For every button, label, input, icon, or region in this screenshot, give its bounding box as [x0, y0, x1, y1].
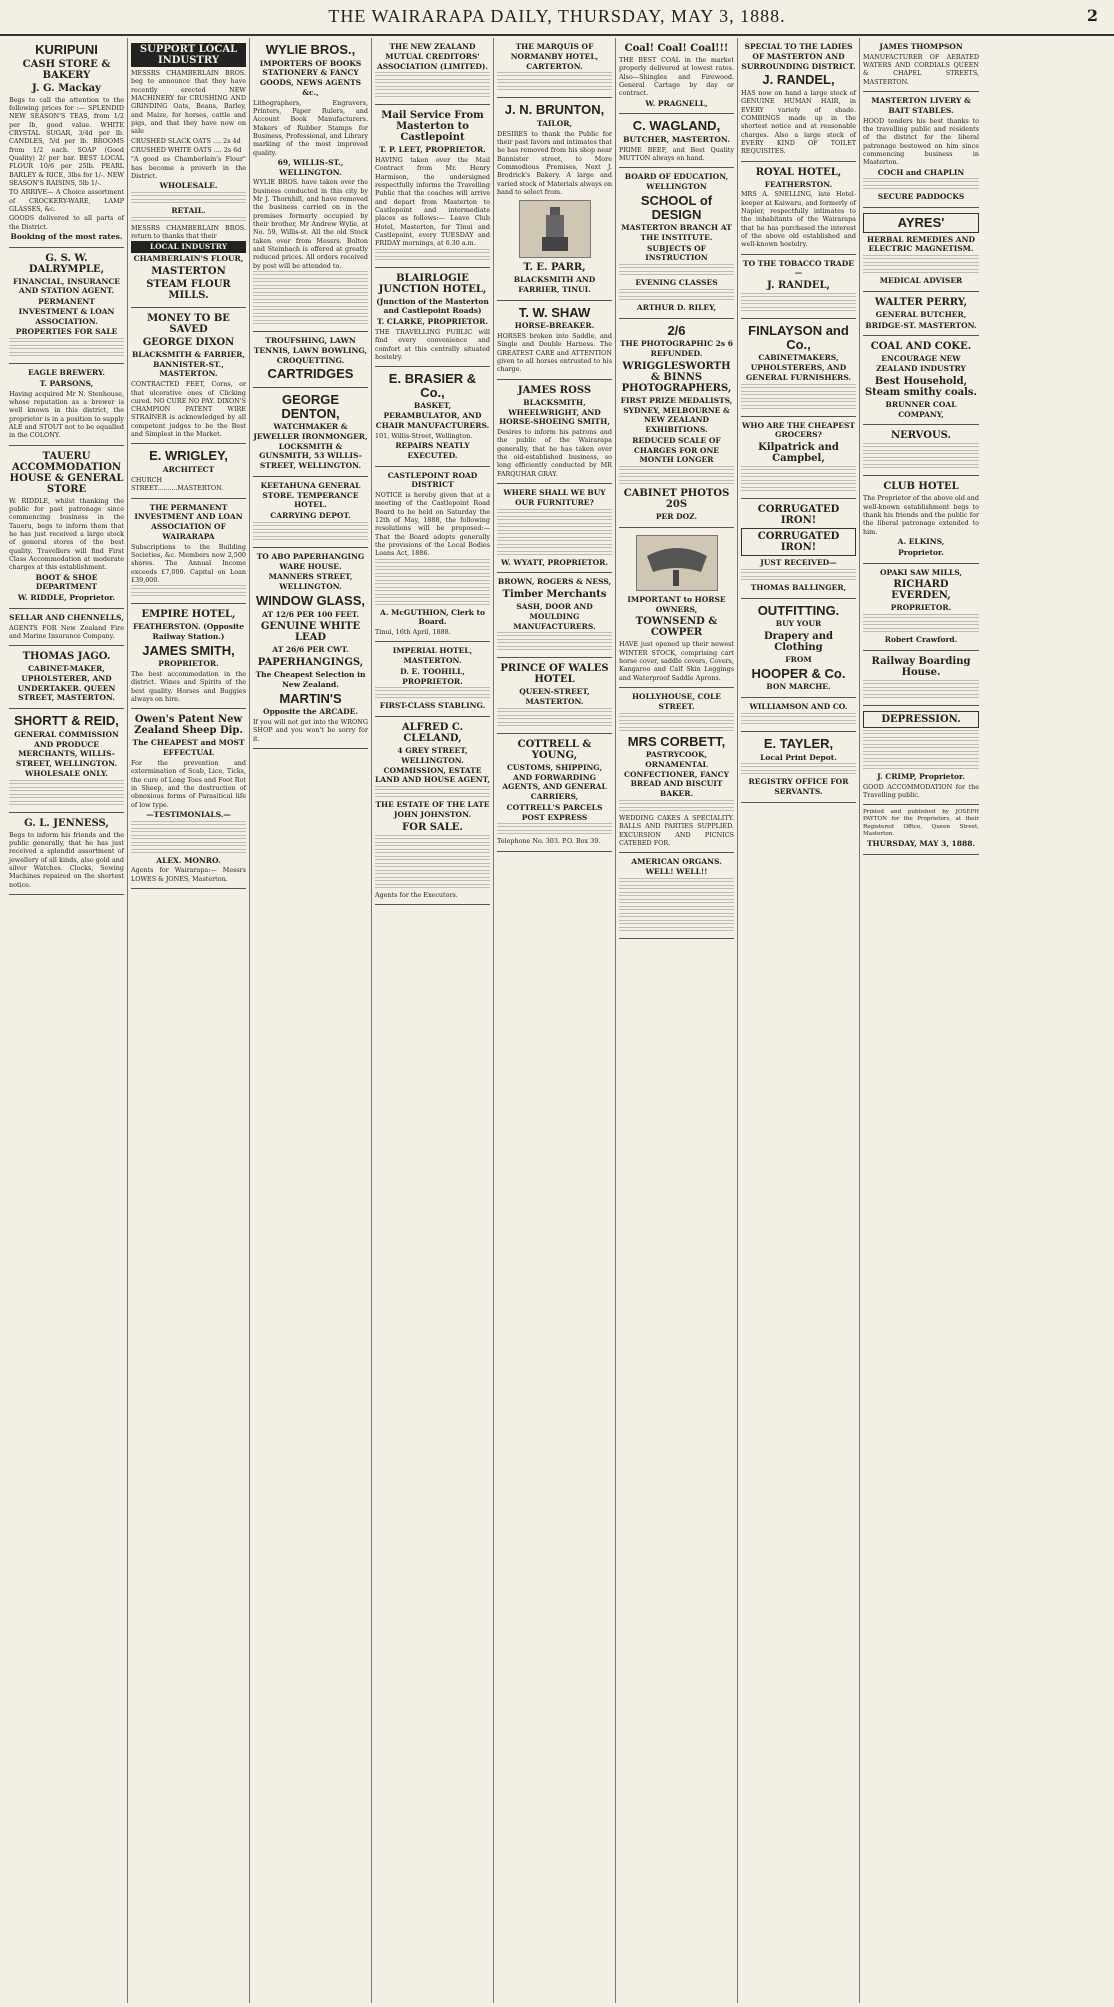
ad-body: Having acquired Mr N. Stenhouse, whose reputation as a brewer is well known in this district, the proprietor is in a position to supply ALE and STOUT not to be equalled in the COLONY.: [9, 389, 124, 440]
ad-body: MRS A. SNELLING, late Hotel-keeper at Kaiwaru, and formerly of Napier, respectfully intimates to the inhabitants of the Wairarapa that he has purchased the interest of the above old established and well-known hostelry.: [741, 190, 856, 249]
ad-heading: THOMAS JAGO.: [22, 651, 111, 663]
tayler-ad: [741, 732, 856, 803]
column-4: [372, 38, 494, 2003]
ad-heading: THE MARQUIS OF NORMANBY HOTEL, CARTERTON.: [510, 42, 599, 71]
price-line: CRUSHED WHITE OATS .... 2s 6d: [131, 145, 242, 154]
brasier-ad: [375, 367, 490, 466]
ad-heading: CORRUGATED IRON!: [741, 528, 856, 556]
ad-subheading: PERMANENT INVESTMENT & LOAN ASSOCIATION.: [18, 297, 115, 326]
royal-hotel-ad: [741, 162, 856, 255]
livery-ad: [863, 92, 979, 208]
ad-body: HOOD tenders his best thanks to the travelling public and residents of the district for the liberal patronage bestowed on him since commencing business in Masterton.: [863, 116, 979, 167]
taueru-ad: [9, 446, 124, 609]
ad-heading: GEORGE DENTON,: [281, 391, 340, 421]
ad-subheading: The CHEAPEST and MOST EFFECTUAL: [132, 738, 245, 758]
ad-heading: JAMES SMITH,: [142, 642, 235, 658]
ad-heading: SELLAR AND CHENNELLS,: [9, 612, 124, 622]
wagland-ad: [619, 114, 734, 168]
ad-heading: SCHOOL of DESIGN: [640, 192, 713, 222]
ad-subheading: CABINETMAKERS, UPHOLSTERERS, AND GENERAL FURNISHERS.: [745, 353, 852, 382]
ad-banner: LOCAL INDUSTRY: [131, 241, 246, 253]
ad-heading: CLUB HOTEL: [883, 481, 959, 493]
ad-heading: SHORTT & REID,: [14, 713, 119, 729]
ad-subheading: FIRST PRIZE MEDALISTS, SYDNEY, MELBOURNE & NEW ZEALAND EXHIBITIONS.: [620, 395, 733, 435]
ad-heading: THE NEW ZEALAND MUTUAL CREDITORS' ASSOCIATION (LIMITED).: [376, 42, 489, 71]
shortt-reid-ad: [9, 709, 124, 812]
eagle-brewery-ad: [9, 364, 124, 445]
ad-heading: DEPRESSION.: [863, 711, 979, 728]
ad-subheading: BOOT & SHOE DEPARTMENT: [35, 572, 98, 592]
normanby-ad: [497, 38, 612, 98]
ad-heading: Timber Merchants: [502, 589, 607, 601]
kentahuna-ad: [253, 477, 368, 548]
masthead: [0, 0, 1114, 36]
ad-subheading: WATCHMAKER & JEWELLER IRONMONGER, LOCKSMITH & GUNSMITH, 53 WILLIS-STREET, WELLINGTON.: [253, 422, 368, 471]
imprint-date: THURSDAY, MAY 3, 1888.: [866, 839, 976, 849]
ad-signature: W. PRAGNELL,: [645, 98, 708, 108]
ad-body: WYLIE BROS. have taken over the business conducted in this city by Mr J. Thornhill, and have removed the business carried on in the premises formerly occupied by their brother, Mr Andrew Wylie, at No. 59, Willis-st. All the old Stock taken over from Messrs. Bolton and Steinbach is offered at greatly reduced prices. All orders received by post will be attended to.: [253, 178, 368, 270]
ad-heading: J. G. Mackay: [32, 82, 101, 94]
ad-subheading: IMPORTERS OF BOOKS STATIONERY & FANCY GOODS, NEWS AGENTS &c.,: [259, 58, 362, 97]
ad-signature: THOMAS BALLINGER,: [750, 582, 847, 592]
ad-date: Tinui, 16th April, 1888.: [375, 628, 451, 637]
ad-subheading: AT 12/6 PER 100 FEET.: [261, 609, 360, 619]
dixon-ad: [131, 308, 246, 445]
ad-heading: MONEY TO BE SAVED: [147, 312, 230, 335]
ad-subheading: FROM: [785, 654, 812, 664]
ad-heading: WYLIE BROS.,: [265, 42, 356, 57]
ad-signature: ALEX. MONRO.: [156, 855, 221, 865]
column-8: [860, 38, 982, 2003]
ad-subheading: COCH and CHAPLIN: [877, 167, 965, 177]
ad-subheading: BLACKSMITH, WHEELWRIGHT, AND HORSE-SHOEING SMITH,: [499, 397, 610, 427]
depression-ad: [863, 706, 979, 805]
mail-service-ad: [375, 105, 490, 267]
ad-signature: J. CRIMP, Proprietor.: [877, 771, 965, 781]
column-7: [738, 38, 860, 2003]
ad-body: Agents for Wairarapa:— Messrs LOWES & JONES, Masterton.: [131, 866, 246, 883]
ad-body: Begs to call the attention to the following prices for :— SPLENDID NEW SEASON'S TEAS, from 1/2 per lb, good value. WHITE CRYSTAL SUGAR, 3/4d per lb. CANDLES, 5/d per lb. BROOMS from 1/2 each. SOAP (Good Quality) 2/ per bar. BEST LOCAL FLOUR 10/6 per 25lb. PEARL BARLEY & RICE, 3lbs for 1/-. NEW SEASON'S RAISINS, 5lb 1/-.: [9, 95, 124, 187]
ad-heading: IMPORTANT to HORSE OWNERS,: [627, 594, 726, 614]
ad-subheading: CABINET-MAKER, UPHOLSTERER, AND UNDERTAKER. QUEEN STREET, MASTERTON.: [17, 664, 116, 703]
ad-heading: ROYAL HOTEL,: [755, 166, 842, 178]
ad-heading: CABINET PHOTOS 20S: [623, 488, 730, 511]
ad-subheading: RETAIL.: [171, 206, 206, 216]
ad-heading: T. E. PARR,: [523, 262, 586, 274]
ad-heading: MASTERTON LIVERY & BAIT STABLES.: [871, 96, 971, 115]
ad-heading: BLAIRLOGIE JUNCTION HOTEL,: [378, 272, 487, 295]
ad-heading: WINDOW GLASS,: [255, 592, 366, 608]
ad-heading: MRS CORBETT,: [627, 733, 726, 749]
ad-subheading: SECURE PADDOCKS: [877, 192, 965, 202]
ad-subheading: PASTRYCOOK, ORNAMENTAL CONFECTIONER, FANCY BREAD AND BISCUIT BAKER.: [624, 750, 729, 799]
ad-subheading: BRUNNER COAL COMPANY,: [885, 399, 957, 419]
ad-subheading: FEATHERSTON.: [764, 179, 833, 189]
ad-heading: OPAKI SAW MILLS,: [879, 567, 963, 577]
ad-heading: Drapery and Clothing: [763, 630, 834, 653]
cleland-ad: [375, 717, 490, 905]
ad-subheading: QUEEN-STREET, MASTERTON.: [519, 687, 590, 707]
ad-signature: W. RIDDLE, Proprietor.: [17, 593, 116, 603]
column-1: [6, 38, 128, 2003]
ad-body: MESSRS CHAMBERLAIN BROS. return to thanks that their: [131, 223, 246, 241]
ad-body: Begs to inform his friends and the public generally, that he has just received a splendid assortment of jewellery of all kinds, also gold and silver Watches. Clocks, Sewing Machines repaired on the shortest notice.: [9, 830, 124, 889]
ad-body: THE BEST COAL in the market properly delivered at lowest rates. Also—Shingles and Firewood. General Cartage by day or contract.: [619, 56, 734, 98]
paperhanging-ad: [253, 548, 368, 749]
ad-subheading: BLACKSMITH & FARRIER, BANNISTER-ST., MASTERTON.: [131, 349, 246, 379]
empire-hotel-ad: [131, 604, 246, 709]
ad-heading: T. W. SHAW: [518, 304, 591, 320]
ad-subheading: WHOLESALE.: [159, 181, 218, 191]
ad-heading: COAL AND COKE.: [870, 341, 972, 353]
ad-subheading: COTTRELL'S PARCELS POST EXPRESS: [506, 802, 603, 822]
ad-heading: KEETAHUNA GENERAL STORE. TEMPERANCE HOTEL.: [260, 480, 361, 510]
ad-body: The best accommodation in the district. Wines and Spirits of the best quality. Horses and Buggies always on hire.: [131, 670, 246, 704]
ad-heading: 2/6: [667, 322, 686, 338]
ad-body: HAVING taken over the Mail Contract from Mr. Henry Harmison, the undersigned respectfully informs the Travelling Public that the coaches will arrive and depart from Masterton to Castlepoint and intermediate places as follows:— Leave Club Hotel, Masterton, for Tinui and Castlepoint, every TUESDAY and FRIDAY mornings, at 6.30 a.m.: [375, 156, 490, 248]
ad-heading: PRINCE OF WALES HOTEL: [500, 663, 609, 686]
ad-subheading: GENERAL BUTCHER,: [875, 309, 967, 319]
ad-body: GOODS delivered to all parts of the District.: [9, 214, 124, 231]
ad-subheading: CHAMBERLAIN'S FLOUR,: [133, 254, 244, 264]
ad-heading: CASTLEPOINT ROAD DISTRICT: [387, 470, 478, 490]
imprint: [863, 805, 979, 855]
ad-subheading: FEATHERSTON. (Opposite Railway Station.): [132, 622, 245, 641]
ad-subheading: JUST RECEIVED—: [760, 558, 837, 568]
column-5: [494, 38, 616, 2003]
ad-address: 69, WILLIS-ST., WELLINGTON.: [277, 157, 344, 177]
ad-body: HORSES broken into Saddle, and Single and Double Harness. The GREATEST CARE and ATTENTION given to all horses entrusted to his charge.: [497, 332, 612, 374]
ad-subheading: BRIDGE-ST. MASTERTON.: [865, 320, 977, 330]
ad-subheading: SASH, DOOR AND MOULDING MANUFACTURERS.: [513, 602, 596, 631]
price-line: CRUSHED SLACK OATS .... 2s 4d: [131, 136, 241, 145]
ad-heading: GENUINE WHITE LEAD: [260, 621, 361, 644]
ad-body: Subscriptions to the Building Societies, &c. Members now 2,500 shares. The Annual Income exceeds £7,000. Capital on Loan £39,000.: [131, 542, 246, 584]
ad-subheading: REPAIRS NEATLY EXECUTED.: [395, 441, 470, 460]
printer-imprint: Printed and published by JOSEPH PAYTON for the Proprietors, at their Registered Office, Queen Street, Masterton.: [863, 809, 979, 838]
photographers-ad: [619, 319, 734, 528]
ad-heading: CORRUGATED IRON!: [757, 504, 840, 527]
statue-illustration: [519, 200, 591, 258]
tobacco-ad: [741, 255, 856, 320]
ad-subheading: The Cheapest Selection in New Zealand.: [255, 670, 366, 689]
ad-heading: WILLIAMSON AND CO.: [749, 702, 848, 712]
mutual-creditors-ad: [375, 38, 490, 105]
ad-subheading: D. E. TOOHILL, PROPRIETOR.: [400, 666, 465, 686]
ad-heading: TO THE TOBACCO TRADE—: [743, 258, 854, 278]
ad-body: Desires to inform his patrons and the public of the Wairarapa generally, that he has taken over the old-established business, so long efficiently conducted by MR FARQUHAR GRAY.: [497, 428, 612, 478]
ad-body: Telephone No. 303. P.O. Box 39.: [497, 837, 601, 846]
newspaper-title: THE WAIRARAPA DAILY, THURSDAY, MAY 3, 1888.: [328, 6, 786, 26]
ad-body: CHURCH STREET..........MASTERTON.: [131, 475, 224, 493]
ad-subheading: T. CLARKE, PROPRIETOR.: [376, 317, 489, 327]
ad-heading: Coal! Coal! Coal!!!: [624, 43, 729, 54]
ad-subheading: PROPRIETOR.: [890, 603, 952, 613]
ad-subheading: REDUCED SCALE OF CHARGES FOR ONE MONTH LONGER: [632, 435, 721, 465]
opaki-ad: [863, 564, 979, 651]
nervous-ad: [863, 425, 979, 476]
ad-subheading: CARRYING DEPOT.: [270, 511, 351, 521]
ad-heading: Kilpatrick and Campbel,: [758, 442, 839, 465]
ad-subheading: HERBAL REMEDIES AND ELECTRIC MAGNETISM.: [867, 234, 975, 254]
railway-boarding-ad: [863, 651, 979, 706]
ad-subheading: CUSTOMS, SHIPPING, AND FORWARDING AGENTS, AND GENERAL CARRIERS,: [502, 762, 607, 802]
ad-body: WEDDING CAKES A SPECIALITY. BALLS AND PARTIES SUPPLIED. EXCURSION AND PICNICS CATERED FOR.: [619, 813, 734, 847]
ad-body: THE TRAVELLING PUBLIC will find every convenience and comfort at this centrally situated hostelry.: [375, 327, 490, 361]
ad-subheading: HORSE-BREAKER.: [514, 321, 595, 331]
ad-subheading: GENERAL COMMISSION AND PRODUCE MERCHANTS, WILLIS-STREET, WELLINGTON. WHOLESALE ONLY.: [14, 729, 119, 778]
columns: [6, 38, 1108, 2003]
cottrell-ad: [497, 734, 612, 852]
ad-heading: FOR SALE.: [402, 821, 463, 833]
ad-heading: STEAM FLOUR MILLS.: [146, 278, 231, 301]
ad-heading: Best Household, Steam smithy coals.: [864, 375, 978, 398]
ad-body: HAVE just opened up their newest WINTER STOCK, comprising cart horse cover, saddle covers, Covers, Kangaroo and Calf Skin Leggings and Waterproof Saddle Aprons.: [619, 640, 734, 682]
ad-quote: "A good as Chamberlain's Flour" has become a proverb in the District.: [131, 155, 246, 180]
ad-logo: AYRES': [863, 213, 979, 233]
ad-heading: WRIGGLESWORTH & BINNS PHOTOGRAPHERS,: [621, 360, 732, 394]
ad-heading: E. BRASIER & Co.,: [388, 371, 477, 400]
ayres-ad: [863, 208, 979, 292]
ad-heading: IMPERIAL HOTEL, MASTERTON.: [392, 646, 473, 666]
ad-subheading: CASH STORE & BAKERY: [22, 58, 111, 81]
saddle-illustration: [636, 535, 718, 591]
ad-heading: HOLLYHOUSE, COLE STREET.: [631, 692, 722, 711]
ad-heading: SPECIAL TO THE LADIES OF MASTERTON AND SURROUNDING DISTRICT.: [741, 42, 856, 71]
column-6: [616, 38, 738, 2003]
ad-subheading: T. PARSONS,: [39, 378, 94, 388]
ad-subheading: FINANCIAL, INSURANCE AND STATION AGENT.: [12, 276, 121, 296]
ad-subheading: TAILOR,: [536, 118, 573, 128]
ad-subheading: Local Print Depot.: [760, 752, 837, 762]
finlayson-ad: [741, 319, 856, 417]
shaw-ad: [497, 301, 612, 380]
dalrymple-ad: [9, 248, 124, 365]
ad-signature: A. McGUTHION, Clerk to Board.: [380, 607, 485, 627]
ad-subheading: (Junction of the Masterton and Castlepoint Roads): [376, 296, 489, 316]
ad-heading: JAMES ROSS: [517, 384, 592, 396]
ad-body: W. RIDDLE, whilst thanking the public for past patronage since commencing business in the Taueru, begs to inform them that he has just received a large stock of general stores of the best quality. Travellers will find First Class Accommodation at moderate charges at this establishment.: [9, 496, 124, 572]
ad-heading: NERVOUS.: [890, 430, 952, 442]
ad-heading: WHO ARE THE CHEAPEST GROCERS?: [742, 420, 855, 440]
ad-body: CONTRACTED FEET, Corns, or that ulcerative ones of Clicking cured. NO CURE NO PAY. DIXON'S CHAMPION PATENT WIRE STRAINER is acknowledged by all competent judges to be the Best and Simplest in the Market.: [131, 380, 246, 439]
ad-subheading: SUBJECTS OF INSTRUCTION: [645, 243, 708, 263]
ad-body: GOOD ACCOMMODATION for the Travelling public.: [863, 782, 979, 799]
page-number: 2: [1086, 6, 1098, 25]
ad-heading: JAMES THOMPSON: [879, 42, 963, 51]
williamson-ad: [741, 698, 856, 732]
ad-heading: EAGLE BREWERY.: [28, 368, 105, 378]
ad-heading: E. WRIGLEY,: [149, 448, 228, 464]
ad-heading: TO ABO PAPERHANGING WARE HOUSE.: [256, 551, 365, 571]
ad-heading: MARTIN'S: [279, 690, 342, 706]
denton-ad: [253, 388, 368, 477]
ad-subheading: BLACKSMITH AND FARRIER, TINUI.: [513, 275, 596, 295]
saddlery-ad: [619, 528, 734, 688]
hair-ad: [741, 38, 856, 162]
ad-heading: THE PERMANENT INVESTMENT AND LOAN ASSOCIATION OF WAIRARAPA: [134, 502, 243, 541]
ad-heading: Owen's Patent New Zealand Sheep Dip.: [134, 714, 243, 737]
ad-heading: KURIPUNI: [35, 42, 98, 57]
ad-subheading: FIRST-CLASS STABLING.: [379, 701, 486, 711]
furniture-ad: [497, 484, 612, 573]
ad-subheading: THE ESTATE OF THE LATE JOHN JOHNSTON.: [375, 800, 490, 819]
ad-subheading: Opposite the ARCADE.: [263, 707, 358, 717]
ad-signature: Robert Crawford.: [884, 635, 958, 645]
ad-body: For the prevention and extermination of Scab, Lice, Ticks, the cure of Long Toes and Foot Rot in Sheep, and the destruction of obnoxious forms of Parasitical life of low type.: [131, 758, 246, 809]
ad-heading: Mail Service From Masterton to Castlepoint: [381, 110, 484, 144]
ad-heading: CARTRIDGES: [267, 366, 354, 382]
ad-body: 101, Willis-Street, Wellington.: [375, 431, 473, 440]
blairlogie-ad: [375, 268, 490, 368]
ad-subheading: EVENING CLASSES: [635, 278, 718, 288]
ross-ad: [497, 380, 612, 484]
ad-heading: SUPPORT LOCAL INDUSTRY: [131, 43, 246, 67]
ad-heading: Railway Boarding House.: [871, 655, 971, 678]
ad-signature: W. WYATT, PROPRIETOR.: [501, 557, 608, 567]
ad-subheading: MEDICAL ADVISER: [879, 276, 963, 286]
ad-subheading: THE PHOTOGRAPHIC 2s 6 REFUNDED.: [620, 339, 733, 359]
ad-body: If you will not get into the WRONG SHOP and you won't be sorry for it.: [253, 718, 368, 743]
ad-body: AGENTS FOR New Zealand Fire and Marine Insurance Company.: [9, 623, 124, 640]
club-hotel-ad: [863, 476, 979, 563]
jago-ad: [9, 646, 124, 709]
ad-subheading: 4 GREY STREET, WELLINGTON. COMMISSION, ESTATE LAND AND HOUSE AGENT,: [375, 746, 490, 785]
wylie-ad: [253, 38, 368, 332]
kuripuni-ad: [9, 38, 124, 248]
ad-body: TO ARRIVE— A Choice assortment of CROCKERY-WARE, LAMP GLASSES, &c.: [9, 188, 124, 213]
corrugated-ad: [741, 499, 856, 599]
ad-heading: EMPIRE HOTEL,: [141, 609, 236, 621]
ad-subheading: BON MARCHE.: [766, 682, 831, 692]
ad-subheading: —TESTIMONIALS.—: [146, 809, 231, 819]
ad-subheading: Proprietor.: [898, 547, 944, 557]
ad-subheading: BASKET, PERAMBULATOR, AND CHAIR MANUFACTURERS.: [375, 401, 490, 430]
ad-heading: OUTFITTING.: [757, 602, 840, 618]
ad-subheading: ARCHITECT: [162, 465, 215, 475]
organs-ad: [619, 853, 734, 939]
ad-subheading: MASTERTON BRANCH AT THE INSTITUTE.: [621, 223, 732, 242]
ad-heading: E. TAYLER,: [763, 735, 834, 751]
ad-heading: ALFRED C. CLELAND,: [401, 722, 464, 745]
ad-heading: AMERICAN ORGANS. WELL! WELL!!: [631, 857, 722, 876]
ad-subheading: PER DOZ.: [655, 512, 698, 522]
sports-ad: [253, 332, 368, 388]
ad-subheading: PROPERTIES FOR SALE: [15, 327, 118, 337]
column-3: [250, 38, 372, 2003]
perry-ad: [863, 292, 979, 337]
ad-heading: J. N. BRUNTON,: [504, 102, 605, 118]
ad-heading: FINLAYSON and Co.,: [748, 323, 849, 352]
ad-body: MESSRS CHAMBERLAIN BROS. beg to announce that they have recently erected NEW MACHINERY for CRUSHING AND GRINDING Oats, Beans, Barley, and Maize, for horses, cattle and pigs, and that they have now on sale: [131, 69, 246, 136]
ad-subheading: REGISTRY OFFICE FOR SERVANTS.: [748, 777, 849, 797]
school-design-ad: [619, 168, 734, 318]
ad-heading: TAUERU ACCOMMODATION HOUSE & GENERAL STORE: [9, 450, 124, 495]
ad-subheading: AT 26/6 PER CWT.: [272, 645, 349, 655]
brunton-ad: [497, 98, 612, 301]
sellar-ad: [9, 609, 124, 646]
ad-heading: G. L. JENNESS,: [24, 817, 109, 829]
ad-body: MANUFACTURER OF AERATED WATERS AND CORDIALS QUEEN & CHAPEL STREETS, MASTERTON.: [863, 52, 979, 86]
ad-subheading: ENCOURAGE NEW ZEALAND INDUSTRY: [876, 354, 966, 374]
ad-subheading: BUTCHER, MASTERTON.: [623, 135, 730, 145]
ad-heading: BROWN, ROGERS & NESS,: [497, 577, 612, 587]
castlepoint-ad: [375, 467, 490, 643]
ad-heading: PAPERHANGINGS,: [257, 657, 364, 669]
imperial-hotel-ad: [375, 642, 490, 717]
jenness-ad: [9, 813, 124, 895]
ad-heading: TOWNSEND & COWPER: [635, 616, 718, 639]
ad-heading: G. S. W. DALRYMPLE,: [28, 252, 105, 275]
coal-coke-ad: [863, 336, 979, 425]
corbett-ad: [619, 688, 734, 853]
owen-sheep-dip-ad: [131, 709, 246, 889]
ad-subheading: MANNERS STREET, WELLINGTON.: [268, 572, 353, 592]
ad-heading: BOARD OF EDUCATION, WELLINGTON: [624, 172, 729, 192]
ad-body: Lithographers, Engravers, Printers, Paper Rulers, and Account Book Manufacturers. Makers of Rubber Stamps for Business, Professional, and Library marking of the most improved quality.: [253, 98, 368, 157]
permanent-investment-ad: [131, 499, 246, 605]
thompson-ad: [863, 38, 979, 92]
ad-heading: WALTER PERRY,: [874, 296, 968, 308]
ad-heading: COTTRELL & YOUNG,: [517, 738, 592, 761]
ad-body: The Proprietor of the above old and well-known establishment begs to thank his friends and the public for the liberal patronage extended to him.: [863, 494, 979, 536]
ad-note: Booking of the most rates.: [10, 231, 123, 241]
ad-body: Agents for the Executors.: [375, 890, 458, 899]
outfitting-ad: [741, 599, 856, 699]
ad-body: DESIRES to thank the Public for their past favors and intimates that he has removed from his shop near Bannister street, to More Commodious Premises, Next J. Brodrick's Bakery. A large and varied stock of Materials always on hand to select from.: [497, 129, 612, 196]
grocers-ad: [741, 417, 856, 500]
ad-subheading: PROPRIETOR.: [158, 659, 219, 669]
ad-subheading: BUY YOUR: [775, 619, 822, 629]
brown-rogers-ad: [497, 573, 612, 658]
ad-heading: J. RANDEL,: [767, 280, 830, 292]
prince-of-wales-ad: [497, 658, 612, 734]
wrigley-ad: [131, 444, 246, 498]
ad-heading: J. RANDEL,: [762, 72, 835, 88]
ad-subheading: T. P. LEET, PROPRIETOR.: [379, 145, 486, 155]
ad-heading: C. WAGLAND,: [632, 118, 721, 134]
ad-heading: MASTERTON: [151, 265, 226, 277]
ad-body: PRIME BEEF, and Best Quality MUTTON always on hand.: [619, 145, 734, 163]
ad-signature: A. ELKINS,: [897, 537, 945, 547]
ad-signature: ARTHUR D. RILEY,: [636, 302, 717, 312]
ad-body: NOTICE is hereby given that at a meeting of the Castlepoint Road Board to be held on Saturday the 12th of May, 1888, the following resolutions will be proposed:— That the Board adopts generally the provisions of the Local Bodies Loans Act, 1886.: [375, 491, 490, 558]
ad-body: HAS now on hand a large stock of GENUINE HUMAN HAIR, in EVERY variety of shade. COMBINGS made up in the shortest notice and at reasonable charges. Also a large stock of EVERY KIND OF TOILET REQUISITES.: [741, 88, 856, 156]
ad-heading: TROUFSHING, LAWN TENNIS, LAWN BOWLING, CROQUETTING.: [253, 336, 368, 365]
chamberlain-ad: [131, 38, 246, 308]
ad-heading: GEORGE DIXON: [142, 336, 235, 348]
ad-heading: HOOPER & Co.: [751, 665, 846, 681]
ad-heading: WHERE SHALL WE BUY OUR FURNITURE?: [503, 488, 606, 507]
coal-ad: [619, 38, 734, 114]
ad-heading: RICHARD EVERDEN,: [891, 579, 951, 602]
column-2: [128, 38, 250, 2003]
